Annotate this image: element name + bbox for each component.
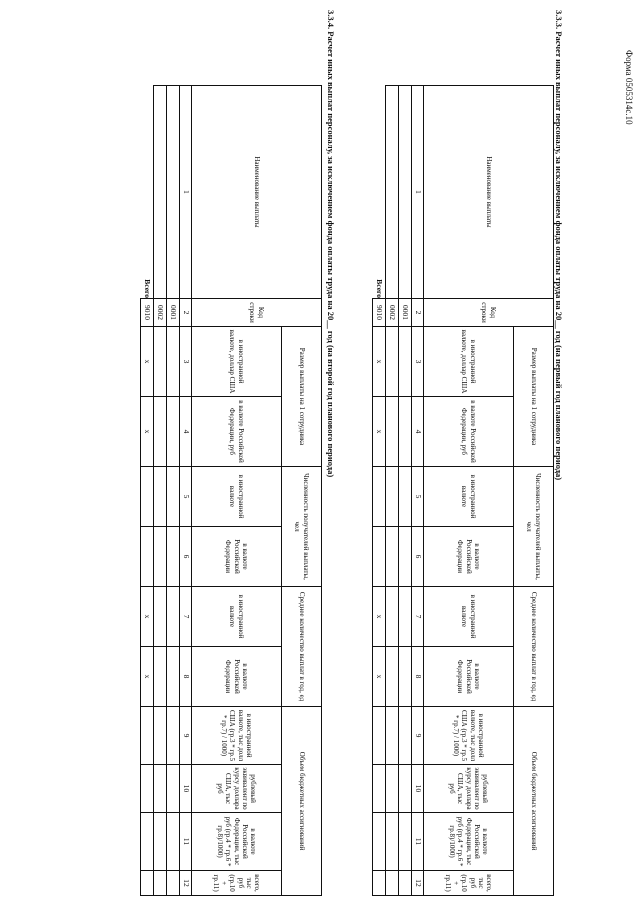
cell-value[interactable] bbox=[386, 647, 399, 707]
col-number: 4 bbox=[412, 397, 424, 467]
x-mark: x bbox=[373, 397, 386, 467]
header-payment-size: Размер выплаты на 1 сотрудника bbox=[282, 327, 322, 467]
cell-value[interactable] bbox=[373, 813, 386, 871]
table-row bbox=[386, 86, 399, 896]
header-col-7: в иностранной валюте bbox=[424, 587, 514, 647]
cell-value[interactable] bbox=[399, 647, 412, 707]
col-number: 9 bbox=[180, 707, 192, 765]
cell-value[interactable] bbox=[141, 467, 154, 527]
total-label: Всего bbox=[375, 279, 385, 298]
header-col-4: в валюте Российской Федерации, руб bbox=[424, 397, 514, 467]
cell-value[interactable] bbox=[154, 707, 167, 765]
col-number: 6 bbox=[180, 527, 192, 587]
column-number-row bbox=[412, 86, 424, 896]
cell-value[interactable] bbox=[399, 587, 412, 647]
cell-value[interactable] bbox=[167, 397, 180, 467]
cell-value[interactable] bbox=[399, 397, 412, 467]
x-mark: x bbox=[373, 327, 386, 397]
x-mark: x bbox=[141, 397, 154, 467]
cell-value[interactable] bbox=[386, 587, 399, 647]
cell-name[interactable] bbox=[386, 86, 399, 299]
col-number: 10 bbox=[180, 765, 192, 813]
header-recipients: Численность получателей выплаты, чел bbox=[514, 467, 554, 587]
col-number: 5 bbox=[412, 467, 424, 527]
cell-value[interactable] bbox=[141, 527, 154, 587]
header-recipients: Численность получателей выплаты, чел bbox=[282, 467, 322, 587]
form-id: Форма 0505314с.10 bbox=[624, 50, 634, 125]
header-name: Наименование выплаты bbox=[424, 86, 554, 299]
cell-value[interactable] bbox=[399, 467, 412, 527]
header-avg-count: Среднее количество выплат в год, ед bbox=[282, 587, 322, 707]
cell-value[interactable] bbox=[399, 813, 412, 871]
col-number: 6 bbox=[412, 527, 424, 587]
x-mark: x bbox=[141, 587, 154, 647]
cell-name[interactable] bbox=[399, 86, 412, 299]
cell-code: 0001 bbox=[167, 299, 180, 327]
header-col-8: в валюте Российской Федерации bbox=[424, 647, 514, 707]
section-title-2: 3.3.4. Расчет иных выплат персоналу, за исключением фонда оплаты труда на 20__ год (на второй год планового периода) bbox=[326, 10, 336, 478]
cell-value[interactable] bbox=[373, 467, 386, 527]
col-number: 2 bbox=[180, 299, 192, 327]
cell-code: 0002 bbox=[154, 299, 167, 327]
table-section-2 bbox=[140, 85, 322, 895]
cell-value[interactable] bbox=[167, 707, 180, 765]
cell-value[interactable] bbox=[154, 527, 167, 587]
header-col-12: всего, тыс руб (гр.10 + гр.11) bbox=[424, 871, 514, 896]
cell-value[interactable] bbox=[167, 467, 180, 527]
cell-value[interactable] bbox=[373, 527, 386, 587]
x-mark: x bbox=[373, 647, 386, 707]
cell-value[interactable] bbox=[154, 327, 167, 397]
col-number: 8 bbox=[412, 647, 424, 707]
cell-value[interactable] bbox=[386, 871, 399, 896]
x-mark: x bbox=[373, 587, 386, 647]
header-col-9: в иностранной валюте, тыс долл США (гр.3 * гр.5 * гр.7) / 1000) bbox=[192, 707, 282, 765]
cell-value[interactable] bbox=[167, 813, 180, 871]
column-number-row bbox=[180, 86, 192, 896]
header-code: Код строки bbox=[424, 299, 554, 327]
col-number: 12 bbox=[412, 871, 424, 896]
section-title-1: 3.3.3. Расчет иных выплат персоналу, за исключением фонда оплаты труда на 20__ год (на первый год планового периода) bbox=[554, 10, 564, 481]
x-mark: x bbox=[141, 327, 154, 397]
x-mark: x bbox=[141, 647, 154, 707]
col-number: 7 bbox=[412, 587, 424, 647]
header-col-7: в иностранной валюте bbox=[192, 587, 282, 647]
cell-value[interactable] bbox=[141, 813, 154, 871]
cell-value[interactable] bbox=[154, 397, 167, 467]
cell-value[interactable] bbox=[154, 871, 167, 896]
cell-value[interactable] bbox=[373, 871, 386, 896]
cell-value[interactable] bbox=[399, 871, 412, 896]
cell-value[interactable] bbox=[386, 707, 399, 765]
cell-value[interactable] bbox=[386, 813, 399, 871]
col-number: 3 bbox=[180, 327, 192, 397]
col-number: 5 bbox=[180, 467, 192, 527]
col-number: 8 bbox=[180, 647, 192, 707]
cell-value[interactable] bbox=[386, 327, 399, 397]
col-number: 1 bbox=[412, 86, 424, 299]
cell-value[interactable] bbox=[167, 871, 180, 896]
cell-value[interactable] bbox=[373, 765, 386, 813]
header-col-3: в иностранной валюте, доллар США bbox=[192, 327, 282, 397]
header-payment-size: Размер выплаты на 1 сотрудника bbox=[514, 327, 554, 467]
header-col-9: в иностранной валюте, тыс долл США (гр.3 * гр.5 * гр.7) / 1000) bbox=[424, 707, 514, 765]
col-number: 3 bbox=[412, 327, 424, 397]
cell-value[interactable] bbox=[154, 813, 167, 871]
table-row bbox=[154, 86, 167, 896]
col-number: 9 bbox=[412, 707, 424, 765]
header-col-11: в валюте Российской Федерации, тыс руб (гр.4 * гр.6 * гр.8)/1000) bbox=[424, 813, 514, 871]
cell-value[interactable] bbox=[154, 765, 167, 813]
header-col-6: в валюте Российской Федерации bbox=[424, 527, 514, 587]
header-col-10: рублевый эквивалент по курсу доллара США, тыс руб bbox=[424, 765, 514, 813]
header-col-6: в валюте Российской Федерации bbox=[192, 527, 282, 587]
col-number: 7 bbox=[180, 587, 192, 647]
total-row bbox=[373, 86, 386, 896]
cell-value[interactable] bbox=[399, 707, 412, 765]
cell-value[interactable] bbox=[386, 467, 399, 527]
cell-name[interactable] bbox=[167, 86, 180, 299]
header-col-5: в иностранной валюте bbox=[424, 467, 514, 527]
header-col-8: в валюте Российской Федерации bbox=[192, 647, 282, 707]
table-row bbox=[399, 86, 412, 896]
total-row bbox=[141, 86, 154, 896]
table-row bbox=[167, 86, 180, 896]
cell-value[interactable] bbox=[167, 527, 180, 587]
cell-value[interactable] bbox=[373, 707, 386, 765]
header-col-10: рублевый эквивалент по курсу доллара США, тыс руб bbox=[192, 765, 282, 813]
cell-code: 0001 bbox=[399, 299, 412, 327]
cell-value[interactable] bbox=[386, 765, 399, 813]
cell-value[interactable] bbox=[141, 871, 154, 896]
total-code: 9010 bbox=[141, 299, 154, 327]
table-section-1 bbox=[372, 85, 554, 895]
cell-value[interactable] bbox=[386, 527, 399, 587]
col-number: 11 bbox=[180, 813, 192, 871]
header-col-11: в валюте Российской Федерации, тыс руб (гр.4 * гр.6 * гр.8)/1000) bbox=[192, 813, 282, 871]
header-avg-count: Среднее количество выплат в год, ед bbox=[514, 587, 554, 707]
cell-value[interactable] bbox=[399, 327, 412, 397]
cell-value[interactable] bbox=[141, 765, 154, 813]
col-number: 1 bbox=[180, 86, 192, 299]
cell-value[interactable] bbox=[154, 647, 167, 707]
header-col-5: в иностранной валюте bbox=[192, 467, 282, 527]
col-number: 2 bbox=[412, 299, 424, 327]
cell-value[interactable] bbox=[386, 397, 399, 467]
cell-value[interactable] bbox=[167, 327, 180, 397]
cell-value[interactable] bbox=[167, 765, 180, 813]
col-number: 4 bbox=[180, 397, 192, 467]
total-code: 9010 bbox=[373, 299, 386, 327]
header-budget: Объем бюджетных ассигнований bbox=[514, 707, 554, 896]
cell-value[interactable] bbox=[141, 707, 154, 765]
header-col-4: в валюте Российской Федерации, руб bbox=[192, 397, 282, 467]
header-col-3: в иностранной валюте, доллар США bbox=[424, 327, 514, 397]
col-number: 12 bbox=[180, 871, 192, 896]
cell-value[interactable] bbox=[167, 647, 180, 707]
header-col-12: всего, тыс руб (гр.10 + гр.11) bbox=[192, 871, 282, 896]
col-number: 10 bbox=[412, 765, 424, 813]
cell-code: 0002 bbox=[386, 299, 399, 327]
cell-value[interactable] bbox=[399, 765, 412, 813]
header-name: Наименование выплаты bbox=[192, 86, 322, 299]
cell-value[interactable] bbox=[167, 587, 180, 647]
cell-value[interactable] bbox=[154, 467, 167, 527]
cell-value[interactable] bbox=[154, 587, 167, 647]
header-budget: Объем бюджетных ассигнований bbox=[282, 707, 322, 896]
total-label: Всего bbox=[143, 279, 153, 298]
header-code: Код строки bbox=[192, 299, 322, 327]
col-number: 11 bbox=[412, 813, 424, 871]
cell-name[interactable] bbox=[154, 86, 167, 299]
cell-value[interactable] bbox=[399, 527, 412, 587]
